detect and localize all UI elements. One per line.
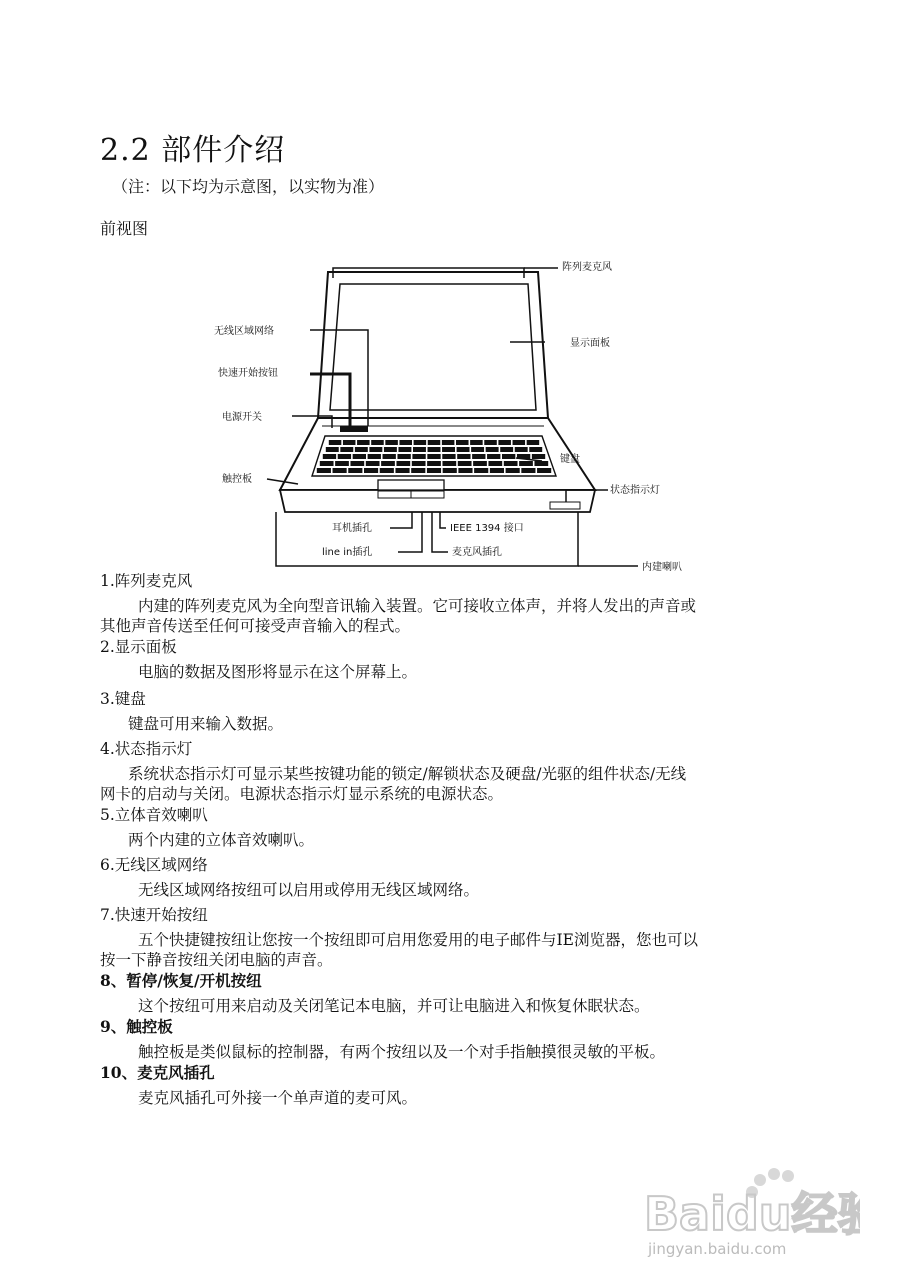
keyboard-key	[395, 468, 409, 473]
keyboard-key	[457, 454, 470, 459]
section-body-line: 五个快捷键按纽让您按一个按纽即可启用您爱用的电子邮件与IE浏览器，您也可以	[138, 931, 698, 949]
keyboard-key	[350, 461, 364, 466]
page-title: 2.2 部件介绍	[100, 133, 286, 168]
label-power: 电源开关	[222, 412, 262, 423]
keyboard-key	[398, 447, 411, 452]
keyboard-key	[397, 454, 410, 459]
section-title: 1.阵列麦克风	[100, 572, 193, 590]
section-title: 3.键盘	[100, 690, 146, 708]
section-body-line: 其他声音传送至任何可接受声音输入的程式。	[100, 617, 411, 635]
keyboard-key	[353, 454, 366, 459]
keyboard-key	[490, 468, 504, 473]
keyboard-key	[529, 447, 542, 452]
keyboard-key	[458, 468, 472, 473]
keyboard-key	[442, 461, 456, 466]
laptop-diagram-svg	[200, 250, 700, 575]
keyboard-key	[504, 461, 518, 466]
keyboard-key	[381, 461, 395, 466]
section-body-line: 内建的阵列麦克风为全向型音讯输入装置。它可接收立体声，并将人发出的声音或	[138, 597, 697, 615]
section-body-line: 电脑的数据及图形将显示在这个屏幕上。	[138, 663, 418, 681]
keyboard-key	[364, 468, 378, 473]
section-body-line: 按一下静音按纽关闭电脑的声音。	[100, 951, 333, 969]
keyboard-key	[411, 468, 425, 473]
keyboard-key	[513, 440, 526, 445]
status-lights	[550, 502, 580, 509]
keyboard-key	[470, 440, 483, 445]
section-title: 2.显示面板	[100, 638, 177, 656]
keyboard-key	[484, 440, 497, 445]
keyboard-key	[487, 454, 500, 459]
screen-panel	[330, 284, 536, 410]
keyboard-key	[412, 454, 425, 459]
section-body-line: 这个按纽可用来启动及关闭笔记本电脑，并可让电脑进入和恢复休眠状态。	[138, 997, 650, 1015]
keyboard-key	[326, 447, 339, 452]
keyboard-key	[320, 461, 334, 466]
keyboard-key	[473, 461, 487, 466]
watermark-url: jingyan.baidu.com	[648, 1240, 787, 1258]
keyboard-key	[333, 468, 347, 473]
keyboard-key	[532, 454, 545, 459]
section-body-line: 两个内建的立体音效喇叭。	[128, 831, 315, 849]
keyboard-key	[427, 461, 441, 466]
label-wireless: 无线区域网络	[214, 326, 274, 337]
keyboard-key	[427, 454, 440, 459]
section-body-line: 触控板是类似鼠标的控制器，有两个按纽以及一个对手指触摸很灵敏的平板。	[138, 1043, 666, 1061]
section-title: 5.立体音效喇叭	[100, 806, 208, 824]
keyboard-key	[527, 440, 540, 445]
keyboard-key	[474, 468, 488, 473]
keyboard-key	[317, 468, 331, 473]
keyboard-key	[343, 440, 356, 445]
keyboard-key	[443, 468, 457, 473]
label-mic-jack: 麦克风插孔	[452, 547, 502, 558]
touchpad	[378, 480, 444, 490]
keyboard-key	[384, 447, 397, 452]
keyboard-key	[498, 440, 511, 445]
component-sections	[100, 570, 820, 1108]
keyboard-key	[335, 461, 349, 466]
keyboard-key	[399, 440, 412, 445]
label-array-mic: 阵列麦克风	[562, 262, 612, 273]
keyboard-key	[412, 461, 426, 466]
label-headphone: 耳机插孔	[332, 523, 372, 534]
keyboard-key	[442, 447, 455, 452]
keyboard-key	[368, 454, 381, 459]
keyboard-key	[396, 461, 410, 466]
keyboard-key	[329, 440, 342, 445]
keyboard-key	[442, 440, 455, 445]
keyboard-key	[348, 468, 362, 473]
keyboard-key	[458, 461, 472, 466]
section-title: 4.状态指示灯	[100, 740, 193, 758]
section-title: 10、麦克风插孔	[100, 1063, 215, 1082]
section-title: 9、触控板	[100, 1017, 173, 1036]
keyboard-key	[340, 447, 353, 452]
section-body-line: 网卡的启动与关闭。电源状态指示灯显示系统的电源状态。	[100, 785, 504, 803]
keyboard-key	[383, 454, 396, 459]
keyboard-key	[338, 454, 351, 459]
keyboard-key	[486, 447, 499, 452]
section-body-line: 无线区域网络按纽可以启用或停用无线区域网络。	[138, 881, 480, 899]
section-title: 8、暂停/恢复/开机按纽	[100, 971, 262, 990]
keyboard-key	[457, 447, 470, 452]
figure-note: （注：以下均为示意图，以实物为准）	[112, 177, 385, 196]
keyboard-key	[355, 447, 368, 452]
keyboard-key	[357, 440, 370, 445]
keyboard-key	[537, 468, 551, 473]
keyboard-key	[323, 454, 336, 459]
quick-start-buttons	[340, 426, 368, 432]
keyboard-key	[502, 454, 515, 459]
baidu-logo-icon	[640, 1160, 860, 1260]
keyboard-key	[534, 461, 548, 466]
keyboard-key	[456, 440, 469, 445]
label-ieee: IEEE 1394 接口	[450, 523, 524, 534]
keyboard-key	[414, 440, 427, 445]
keyboard-key	[428, 447, 441, 452]
keyboard-key	[385, 440, 398, 445]
section-body-line: 键盘可用来输入数据。	[128, 715, 284, 733]
keyboard-key	[500, 447, 513, 452]
section-body-line: 系统状态指示灯可显示某些按键功能的锁定/解锁状态及硬盘/光驱的组件状态/无线	[128, 765, 687, 783]
keyboard-key	[521, 468, 535, 473]
laptop-front-view-diagram	[200, 250, 700, 575]
keyboard-key	[427, 468, 441, 473]
keyboard-key	[366, 461, 380, 466]
label-keyboard: 键盘	[560, 454, 580, 465]
keyboard-key	[413, 447, 426, 452]
keyboard-key	[369, 447, 382, 452]
keyboard-key	[472, 454, 485, 459]
keyboard-key	[506, 468, 520, 473]
label-speaker: 内建喇叭	[642, 562, 682, 573]
label-display: 显示面板	[570, 338, 610, 349]
keyboard-key	[519, 461, 533, 466]
keyboard-key	[428, 440, 441, 445]
label-touchpad: 触控板	[222, 474, 252, 485]
label-status-light: 状态指示灯	[610, 485, 660, 496]
keyboard-key	[371, 440, 384, 445]
keyboard-key	[515, 447, 528, 452]
section-body-line: 麦克风插孔可外接一个单声道的麦可风。	[138, 1089, 418, 1107]
keyboard-key	[488, 461, 502, 466]
label-quick-start: 快速开始按钮	[218, 368, 278, 379]
baidu-watermark	[640, 1160, 860, 1260]
label-linein: line in插孔	[322, 547, 373, 558]
section-title: 7.快速开始按纽	[100, 906, 208, 924]
front-view-title: 前视图	[100, 219, 149, 238]
keyboard-key	[471, 447, 484, 452]
keyboard-key	[442, 454, 455, 459]
keyboard-key	[380, 468, 394, 473]
watermark-brand: Baidu经验	[644, 1187, 860, 1241]
section-title: 6.无线区域网络	[100, 856, 208, 874]
